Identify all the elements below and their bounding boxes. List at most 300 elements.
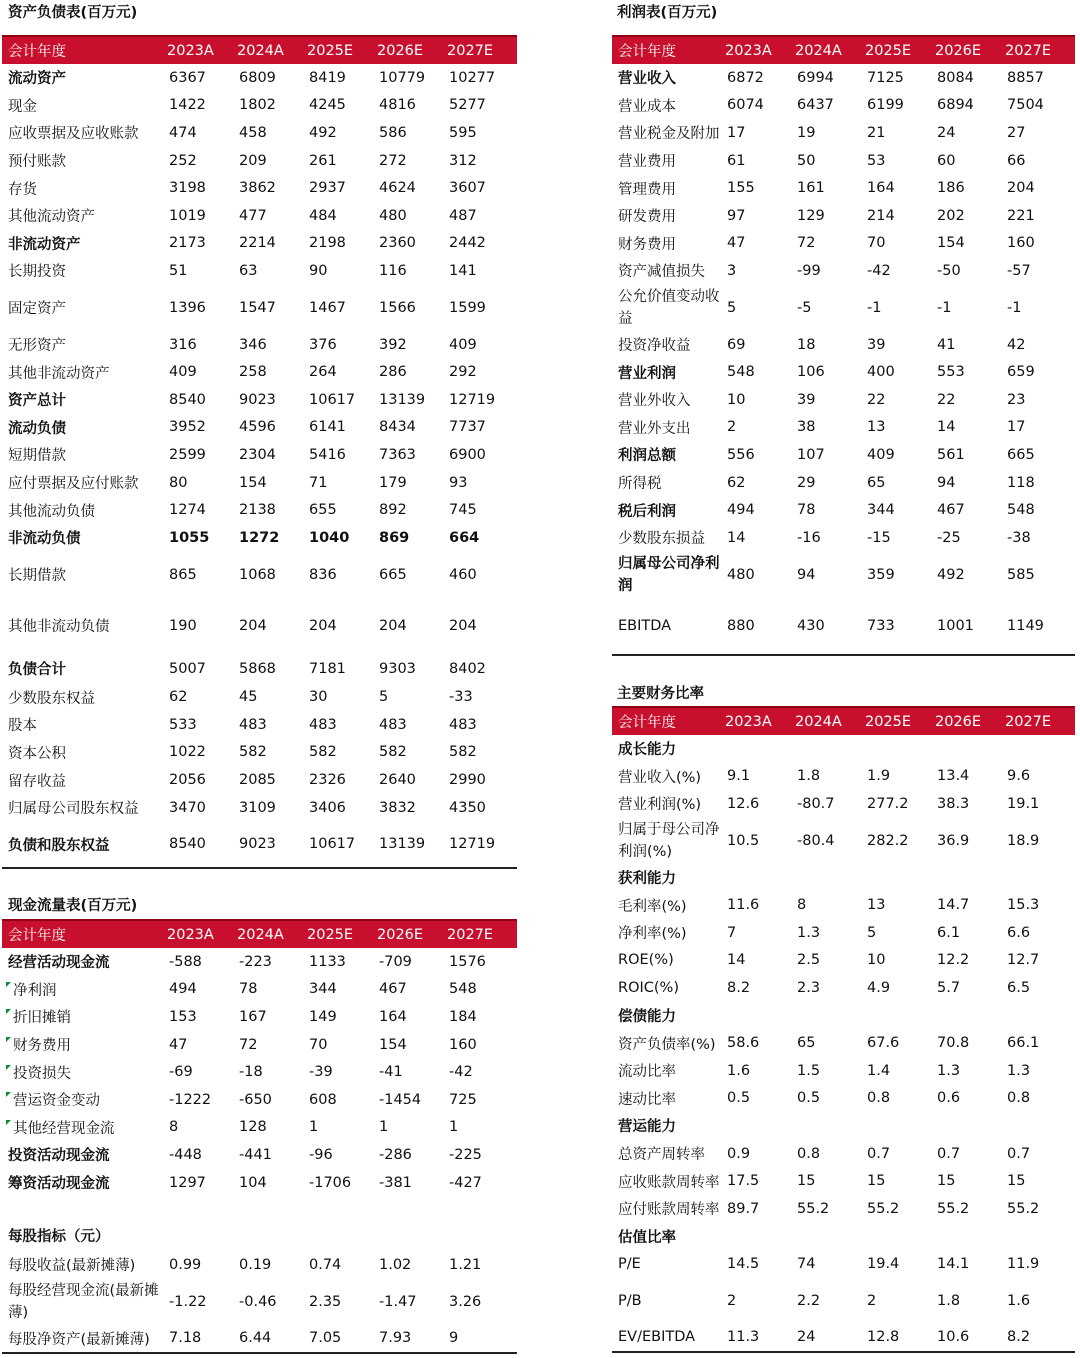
- row-value: 7504: [1007, 97, 1044, 114]
- row-value: 3952: [169, 419, 206, 436]
- row-value: 659: [1007, 364, 1035, 381]
- row-value: 204: [1007, 180, 1035, 197]
- row-value: 15: [867, 1173, 886, 1190]
- row-value: 1068: [239, 566, 276, 583]
- row-value: 1022: [169, 744, 206, 761]
- row-value: 1055: [169, 529, 210, 546]
- row-value: 5277: [449, 97, 486, 114]
- row-value: 3832: [379, 799, 416, 816]
- header-label: 会计年度: [2, 36, 167, 64]
- row-label: [2, 1169, 167, 1197]
- row-label-text: ROE(%): [618, 952, 674, 969]
- row-label-text: 负债合计: [8, 662, 66, 678]
- flag-marker-icon: [6, 1009, 11, 1014]
- row-value: 15.3: [1007, 897, 1040, 914]
- row-label-text: 营业收入(%): [618, 769, 702, 786]
- row-value: 4596: [239, 419, 276, 436]
- row-value: 346: [239, 336, 267, 353]
- row-value: 0.7: [1007, 1145, 1031, 1162]
- row-value: 14: [727, 529, 746, 546]
- row-label: [2, 441, 167, 469]
- header-year: 2024A: [237, 920, 307, 948]
- row-value: 492: [937, 566, 965, 583]
- row-value: 10: [727, 391, 746, 408]
- row-value: 6994: [797, 69, 834, 86]
- table-row: [2, 174, 517, 202]
- row-value: [725, 1112, 795, 1140]
- row-label-text: 营业外收入: [618, 393, 691, 410]
- row-label-text: 归属母公司股东权益: [8, 801, 139, 818]
- row-value: 7125: [867, 69, 904, 86]
- row-value: 6.44: [239, 1330, 272, 1347]
- row-label: [2, 948, 167, 976]
- row-value: 21: [867, 124, 886, 141]
- row-value: 2.2: [797, 1292, 821, 1309]
- row-value: 97: [727, 207, 746, 224]
- row-label: [2, 1141, 167, 1169]
- table-row: [612, 790, 1075, 818]
- row-value: 14.1: [937, 1255, 970, 1272]
- header-year: 2024A: [237, 36, 307, 64]
- header-year: 2026E: [377, 920, 447, 948]
- row-label-text: 经营活动现金流: [8, 955, 110, 972]
- row-value: 45: [239, 689, 258, 706]
- row-value: [1005, 1002, 1075, 1030]
- row-value: 2: [867, 1292, 877, 1309]
- row-value: 67.6: [867, 1035, 900, 1052]
- row-value: 6367: [169, 69, 206, 86]
- row-label-text: 其他非流动负债: [8, 619, 110, 635]
- row-value: 93: [449, 474, 468, 491]
- row-value: 430: [797, 617, 825, 634]
- row-value: -5: [797, 299, 812, 316]
- row-label-text: 少数股东权益: [8, 690, 95, 707]
- row-value: 585: [1007, 566, 1035, 583]
- row-label: [612, 1140, 725, 1168]
- row-value: 13139: [379, 836, 426, 853]
- row-value: -223: [239, 953, 272, 970]
- row-value: 400: [867, 364, 895, 381]
- row-value: 1802: [239, 97, 276, 114]
- row-label: [2, 654, 167, 684]
- row-label: [2, 92, 167, 120]
- row-label: [2, 358, 167, 386]
- row-value: -650: [239, 1091, 272, 1108]
- row-value: 0.8: [797, 1145, 821, 1162]
- row-value: 1547: [239, 299, 276, 316]
- row-value: 11.3: [727, 1329, 760, 1346]
- row-label-text: 营业外支出: [618, 420, 691, 437]
- row-label: [612, 947, 725, 975]
- row-value: 548: [1007, 502, 1035, 519]
- row-value: [725, 1002, 795, 1030]
- row-label: [612, 735, 725, 763]
- table-row: [612, 1324, 1075, 1353]
- row-value: -381: [379, 1174, 412, 1191]
- row-label-text: 短期借款: [8, 448, 66, 465]
- row-label-text: 预付账款: [8, 154, 66, 171]
- row-label-text: 流动比率: [618, 1064, 676, 1081]
- table-row: [2, 1279, 517, 1325]
- row-value: 106: [797, 364, 825, 381]
- row-value: 78: [239, 981, 258, 998]
- row-value: [795, 1112, 865, 1140]
- row-label: [612, 469, 725, 497]
- row-label: [612, 790, 725, 818]
- row-value: 665: [1007, 446, 1035, 463]
- table-row: [612, 818, 1075, 864]
- row-value: 12.7: [1007, 952, 1040, 969]
- row-value: [865, 735, 935, 763]
- row-value: 60: [937, 152, 956, 169]
- row-value: [1005, 735, 1075, 763]
- row-value: [725, 1223, 795, 1251]
- table-row: [612, 524, 1075, 552]
- row-value: 13: [867, 419, 886, 436]
- row-value: 8434: [379, 419, 416, 436]
- row-value: 655: [309, 502, 337, 519]
- row-value: 595: [449, 124, 477, 141]
- row-value: 6199: [867, 97, 904, 114]
- row-label-text: P/E: [618, 1255, 641, 1272]
- row-value: 10.6: [937, 1329, 970, 1346]
- row-value: 869: [379, 529, 410, 546]
- row-value: 15: [937, 1173, 956, 1190]
- row-value: 129: [797, 207, 825, 224]
- row-value: 6074: [727, 97, 764, 114]
- row-value: 161: [797, 180, 825, 197]
- table-row: [2, 92, 517, 120]
- row-value: 582: [449, 744, 477, 761]
- row-value: 204: [379, 617, 407, 634]
- row-value: 1149: [1007, 617, 1044, 634]
- row-label-text: 财务费用: [13, 1038, 71, 1055]
- row-label: [612, 202, 725, 230]
- row-value: 14: [937, 419, 956, 436]
- row-label: [612, 1167, 725, 1195]
- row-label: [612, 331, 725, 359]
- row-value: -57: [1007, 262, 1031, 279]
- row-value: 70: [309, 1036, 328, 1053]
- table-row: [612, 1195, 1075, 1223]
- table-row: [612, 763, 1075, 791]
- row-value: 582: [239, 744, 267, 761]
- row-value: 7737: [449, 419, 486, 436]
- row-label: [612, 285, 725, 331]
- row-value: 582: [309, 744, 337, 761]
- table-row: [2, 1325, 517, 1354]
- row-label: [612, 496, 725, 524]
- row-label: [2, 64, 167, 92]
- row-label: [2, 1251, 167, 1279]
- row-value: 12719: [449, 836, 496, 853]
- row-value: -1: [937, 299, 952, 316]
- header-year: 2023A: [167, 920, 237, 948]
- row-value: 0.7: [937, 1145, 961, 1162]
- row-label-text: 营运资金变动: [13, 1093, 100, 1110]
- row-value: 55.2: [797, 1200, 830, 1217]
- table-row: [2, 496, 517, 524]
- row-value: 55.2: [1007, 1200, 1040, 1217]
- row-label-text: 总资产周转率: [618, 1147, 705, 1164]
- row-value: 12.6: [727, 795, 760, 812]
- table-row: [2, 684, 517, 712]
- row-label-text: 管理费用: [618, 181, 676, 198]
- row-value: 286: [379, 364, 407, 381]
- row-value: 204: [449, 617, 477, 634]
- row-value: -33: [449, 689, 473, 706]
- row-label-text: 营业利润(%): [618, 797, 702, 814]
- row-value: 74: [797, 1255, 816, 1272]
- row-label: [2, 257, 167, 285]
- row-value: 18: [797, 336, 816, 353]
- row-value: 29: [797, 474, 816, 491]
- cash-flow-table: [2, 919, 517, 1196]
- row-value: 880: [727, 617, 755, 634]
- row-label-text: 资产总计: [8, 393, 66, 410]
- row-value: 5416: [309, 446, 346, 463]
- ratios-table: [612, 706, 1075, 1353]
- row-value: 1576: [449, 953, 486, 970]
- table-row: [612, 358, 1075, 386]
- row-label-text: 研发费用: [618, 209, 676, 226]
- table-row: [2, 1169, 517, 1197]
- row-value: 292: [449, 364, 477, 381]
- row-label-text: 所得税: [618, 476, 662, 493]
- row-value: 47: [169, 1036, 188, 1053]
- row-value: 164: [867, 180, 895, 197]
- row-value: 6900: [449, 446, 486, 463]
- row-label: [612, 1112, 725, 1140]
- row-value: 36.9: [937, 832, 970, 849]
- row-label: [612, 64, 725, 92]
- row-value: [1005, 1223, 1075, 1251]
- row-label-text: 营业费用: [618, 154, 676, 171]
- row-value: -50: [937, 262, 961, 279]
- row-value: 733: [867, 617, 895, 634]
- table-row: [612, 1167, 1075, 1195]
- row-value: 204: [239, 617, 267, 634]
- row-value: 664: [449, 529, 480, 546]
- row-value: 0.5: [797, 1090, 821, 1107]
- row-value: 15: [1007, 1173, 1026, 1190]
- row-value: 94: [937, 474, 956, 491]
- row-value: 6809: [239, 69, 276, 86]
- row-value: 8540: [169, 836, 206, 853]
- table-row: [612, 1250, 1075, 1278]
- table-row: [2, 524, 517, 552]
- row-label-text: 折旧摊销: [13, 1010, 71, 1027]
- row-value: 6.6: [1007, 924, 1031, 941]
- header-year: 2027E: [1005, 36, 1075, 64]
- row-label: [612, 598, 725, 655]
- table-row: [2, 976, 517, 1004]
- row-value: 164: [379, 1008, 407, 1025]
- row-value: 4350: [449, 799, 486, 816]
- row-label: [612, 891, 725, 919]
- row-value: 62: [727, 474, 746, 491]
- row-label: [612, 763, 725, 791]
- table-row: [612, 414, 1075, 442]
- row-value: 128: [239, 1119, 267, 1136]
- table-row: [612, 974, 1075, 1002]
- row-value: 5868: [239, 660, 276, 677]
- row-value: 836: [309, 566, 337, 583]
- header-row: [2, 920, 517, 948]
- row-value: [865, 1223, 935, 1251]
- row-value: 89.7: [727, 1200, 760, 1217]
- row-value: 460: [449, 566, 477, 583]
- row-value: 2640: [379, 772, 416, 789]
- row-label-text: 公允价值变动收益: [618, 288, 720, 327]
- row-value: 1467: [309, 299, 346, 316]
- row-value: 1133: [309, 953, 346, 970]
- row-value: 10.5: [727, 832, 760, 849]
- row-label-text: 应收票据及应收账款: [8, 126, 139, 143]
- table-row: [2, 948, 517, 976]
- row-label: [612, 974, 725, 1002]
- table-row: [2, 739, 517, 767]
- header-year: 2027E: [1005, 707, 1075, 735]
- row-label: [612, 92, 725, 120]
- row-value: 4624: [379, 180, 416, 197]
- row-value: 282.2: [867, 832, 909, 849]
- row-value: 53: [867, 152, 886, 169]
- row-label-text: 现金: [8, 98, 37, 115]
- row-value: [725, 864, 795, 892]
- flag-marker-icon: [6, 1037, 11, 1042]
- row-value: -427: [449, 1174, 482, 1191]
- row-value: 3470: [169, 799, 206, 816]
- row-value: 38.3: [937, 795, 970, 812]
- table-row: [2, 598, 517, 654]
- row-value: 344: [309, 981, 337, 998]
- row-label-text: P/B: [618, 1292, 642, 1309]
- row-value: 19.1: [1007, 795, 1040, 812]
- row-value: 7.18: [169, 1330, 202, 1347]
- row-value: 9023: [239, 391, 276, 408]
- table-row: [612, 1112, 1075, 1140]
- table-row: [2, 257, 517, 285]
- header-year: 2023A: [725, 36, 795, 64]
- table-row: [2, 1031, 517, 1059]
- row-value: 2056: [169, 772, 206, 789]
- table-row: [2, 202, 517, 230]
- row-label-text: 营业成本: [618, 98, 676, 115]
- row-value: 1.5: [797, 1062, 821, 1079]
- row-value: -1706: [309, 1174, 352, 1191]
- row-value: 62: [169, 689, 188, 706]
- table-row: [2, 1114, 517, 1142]
- row-label: [612, 1195, 725, 1223]
- row-value: 94: [797, 566, 816, 583]
- row-value: 6872: [727, 69, 764, 86]
- row-label: [2, 230, 167, 258]
- table-row: [612, 891, 1075, 919]
- row-value: -588: [169, 953, 202, 970]
- row-value: [865, 1002, 935, 1030]
- header-year: 2024A: [795, 36, 865, 64]
- row-value: -80.7: [797, 795, 835, 812]
- row-value: [795, 1223, 865, 1251]
- header-year: 2024A: [795, 707, 865, 735]
- row-value: 1.3: [1007, 1062, 1031, 1079]
- row-label: [612, 1002, 725, 1030]
- row-value: 480: [379, 207, 407, 224]
- row-value: 55.2: [867, 1200, 900, 1217]
- row-value: -96: [309, 1146, 333, 1163]
- table-row: [612, 1085, 1075, 1113]
- row-value: 0.5: [727, 1090, 751, 1107]
- row-label-text: 流动负债: [8, 420, 66, 437]
- row-value: 484: [309, 207, 337, 224]
- row-value: 9.1: [727, 768, 751, 785]
- table-row: [2, 766, 517, 794]
- header-year: 2025E: [307, 920, 377, 948]
- row-label: [2, 766, 167, 794]
- row-value: 258: [239, 364, 267, 381]
- table-row: [612, 147, 1075, 175]
- row-value: 2442: [449, 235, 486, 252]
- row-value: 1040: [309, 529, 350, 546]
- row-value: 41: [937, 336, 956, 353]
- row-value: 186: [937, 180, 965, 197]
- row-value: 116: [379, 262, 407, 279]
- row-value: -225: [449, 1146, 482, 1163]
- row-value: -41: [379, 1064, 403, 1081]
- row-value: 10277: [449, 69, 496, 86]
- row-value: 80: [169, 474, 188, 491]
- row-label: [2, 1058, 167, 1086]
- row-value: 6.5: [1007, 979, 1031, 996]
- row-value: -709: [379, 953, 412, 970]
- row-value: 2360: [379, 235, 416, 252]
- row-value: 13.4: [937, 768, 970, 785]
- row-label: [2, 821, 167, 868]
- row-value: 0.7: [867, 1145, 891, 1162]
- header-year: 2026E: [377, 36, 447, 64]
- row-value: 1422: [169, 97, 206, 114]
- row-label-text: 归属母公司净利润: [618, 555, 720, 594]
- row-label: [612, 119, 725, 147]
- row-value: 1: [449, 1119, 459, 1136]
- table-row: [2, 711, 517, 739]
- table-row: [612, 64, 1075, 92]
- row-value: 154: [239, 474, 267, 491]
- row-value: 149: [309, 1008, 337, 1025]
- row-value: 8: [797, 897, 807, 914]
- row-value: 15: [797, 1173, 816, 1190]
- row-value: 160: [1007, 235, 1035, 252]
- row-label-text: 资本公积: [8, 745, 66, 762]
- row-value: -99: [797, 262, 821, 279]
- row-value: 553: [937, 364, 965, 381]
- row-label: [2, 174, 167, 202]
- row-value: [1005, 864, 1075, 892]
- row-value: [935, 1112, 1005, 1140]
- row-value: 494: [727, 502, 755, 519]
- row-value: 107: [797, 446, 825, 463]
- header-year: 2025E: [865, 707, 935, 735]
- row-label-text: 其他流动负债: [8, 503, 95, 520]
- row-value: -1222: [169, 1091, 212, 1108]
- row-value: 2599: [169, 446, 206, 463]
- row-value: 409: [867, 446, 895, 463]
- table-row: [612, 285, 1075, 331]
- flag-marker-icon: [6, 1120, 11, 1125]
- row-label: [2, 598, 167, 654]
- row-value: 6437: [797, 97, 834, 114]
